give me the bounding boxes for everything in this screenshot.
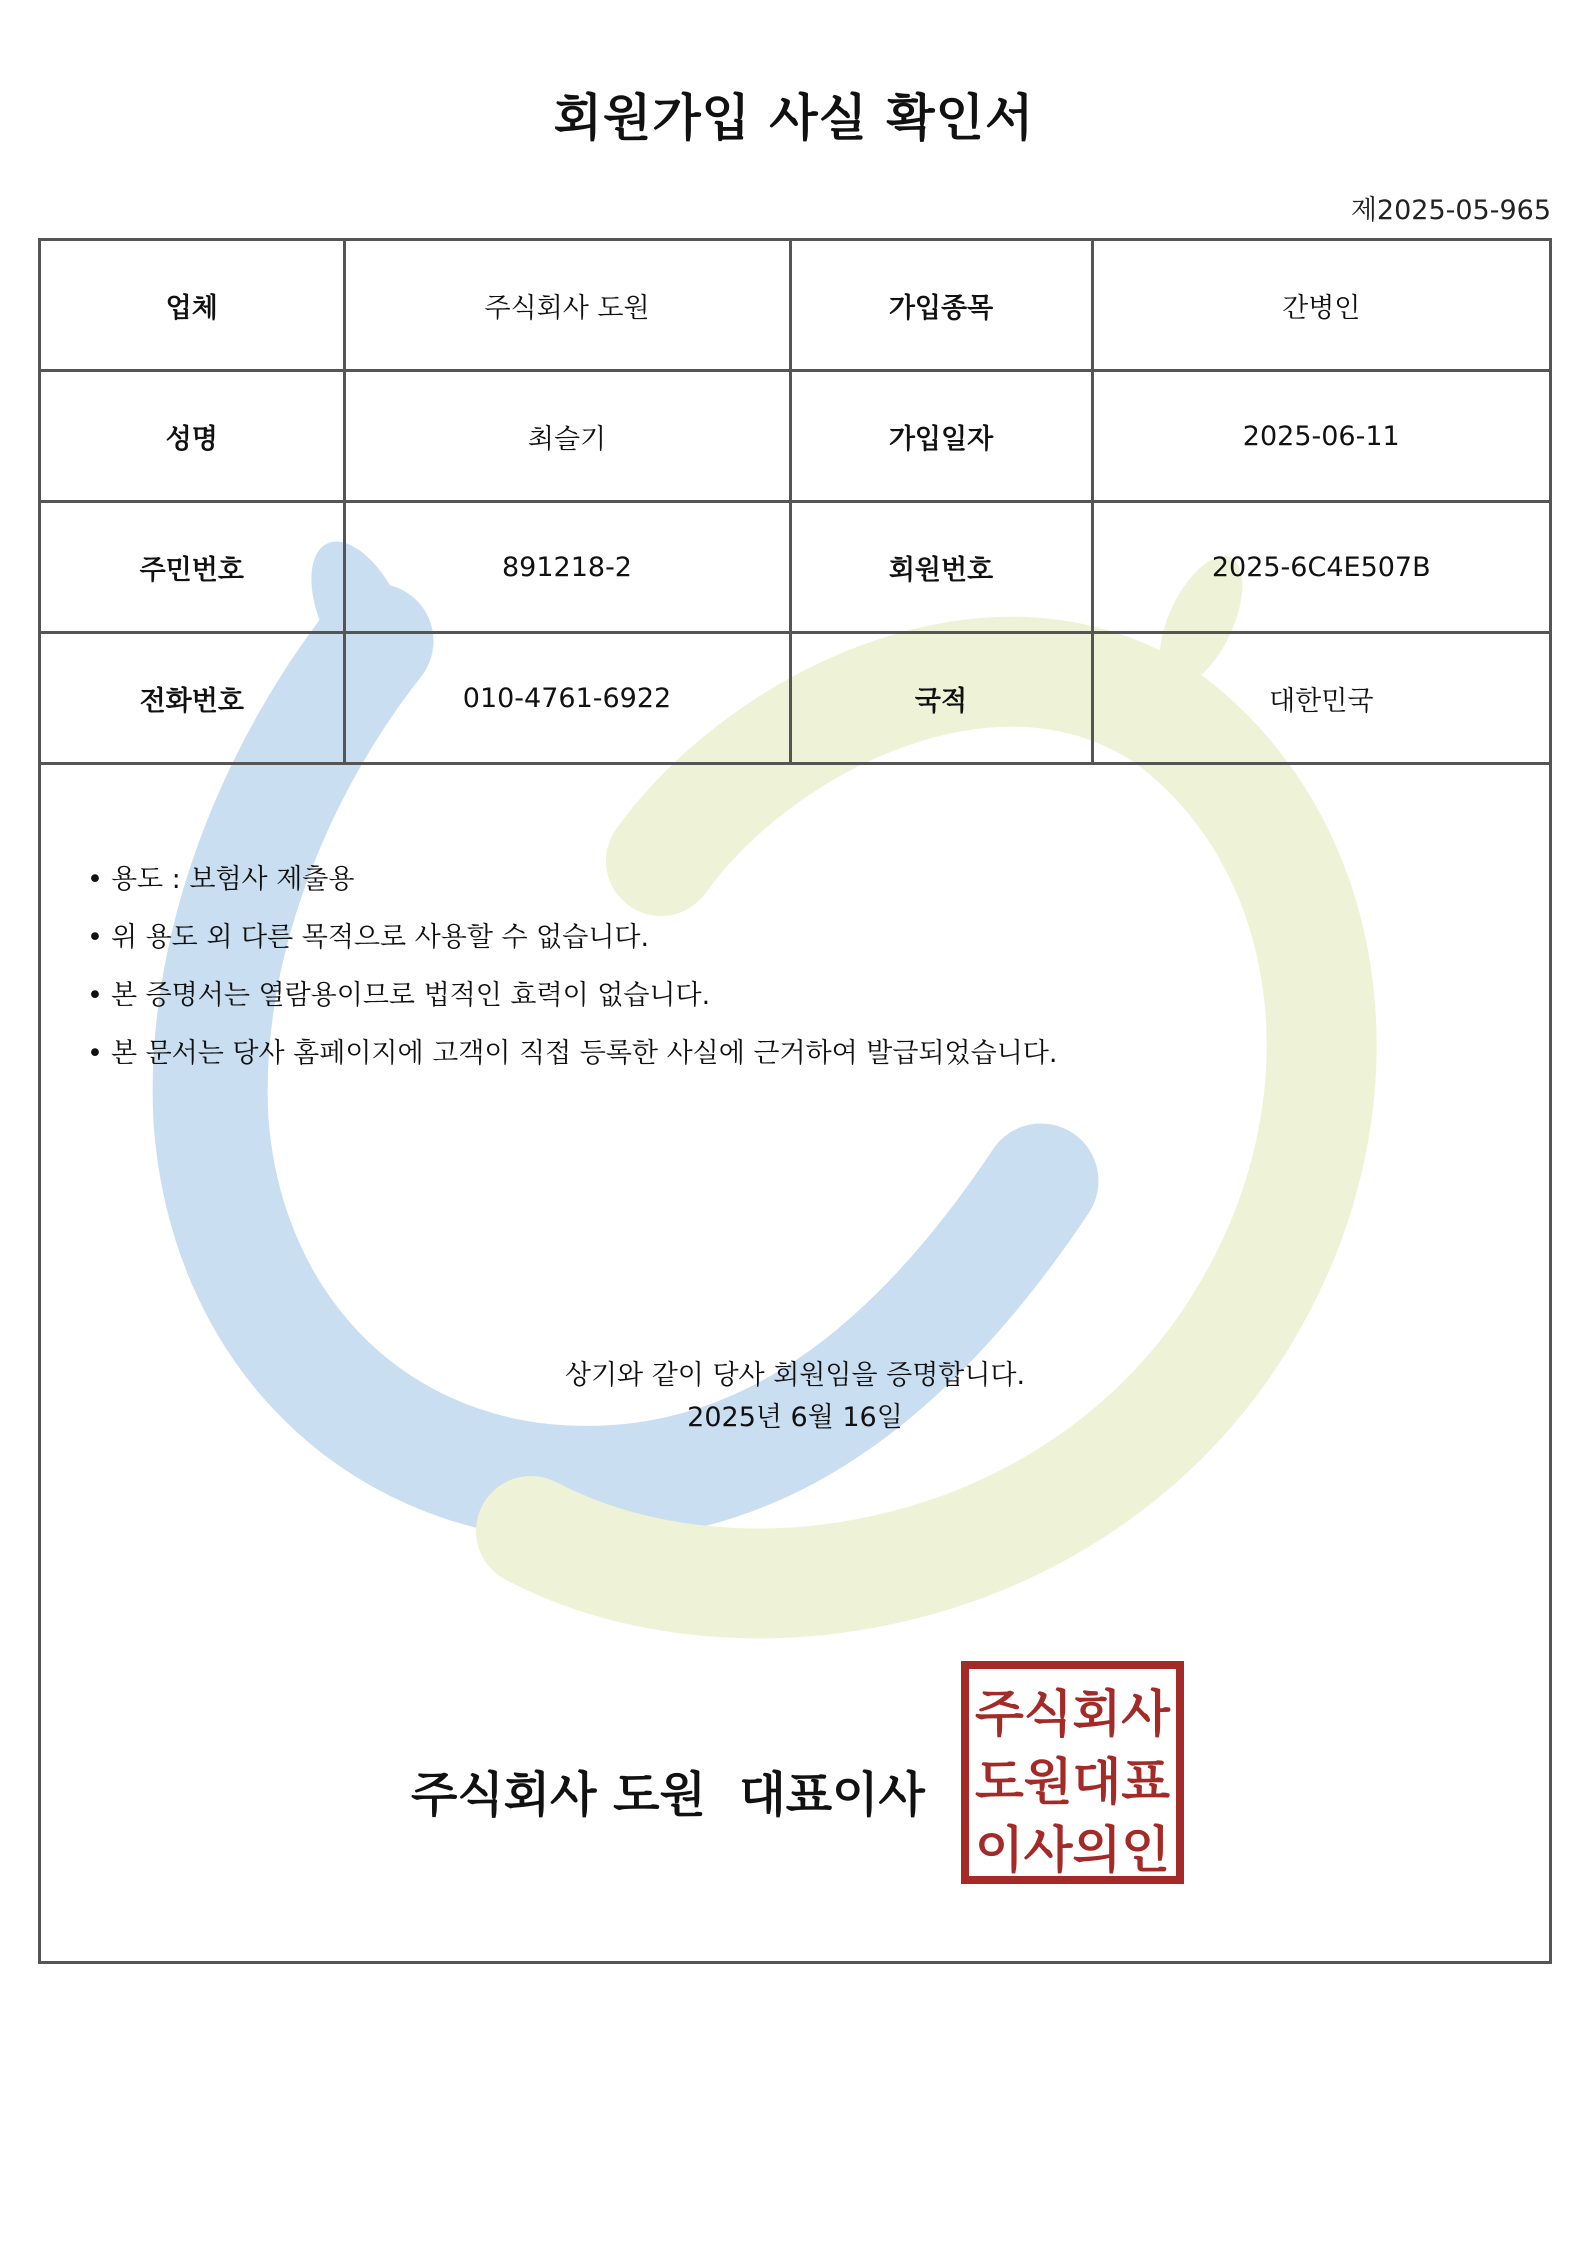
note-item: • 위 용도 외 다른 목적으로 사용할 수 없습니다.: [87, 919, 1057, 957]
label-company: 업체: [41, 241, 344, 371]
table-row: [41, 502, 1549, 633]
page-title: 회원가입 사실 확인서: [553, 89, 1035, 147]
value-join-date: 2025-06-11: [1092, 371, 1549, 502]
svg-text:주식회사: 주식회사: [975, 1685, 1171, 1743]
label-nationality: 국적: [790, 633, 1092, 764]
certificate-frame: [38, 238, 1552, 1964]
svg-text:이사의인: 이사의인: [975, 1821, 1170, 1879]
issue-date: 2025년 6월 16일: [687, 1402, 903, 1433]
table-row: [41, 633, 1549, 764]
value-name: 최슬기: [344, 371, 790, 502]
value-company: 주식회사 도원: [344, 241, 790, 371]
note-item: • 본 문서는 당사 홈페이지에 고객이 직접 등록한 사실에 근거하여 발급되었습니다.: [87, 1035, 1057, 1073]
document-number: 제2025-05-965: [1350, 195, 1551, 226]
notes-list: [87, 861, 1057, 1093]
note-item: • 본 증명서는 열람용이므로 법적인 효력이 없습니다.: [87, 977, 1057, 1015]
value-nationality: 대한민국: [1092, 633, 1549, 764]
member-info-table: [41, 241, 1549, 765]
label-membership-type: 가입종목: [790, 241, 1092, 371]
note-item: • 용도 : 보험사 제출용: [87, 861, 1057, 899]
label-resident-number: 주민번호: [41, 502, 344, 633]
certification-statement: 상기와 같이 당사 회원임을 증명합니다.: [564, 1360, 1026, 1391]
label-join-date: 가입일자: [790, 371, 1092, 502]
table-row: [41, 241, 1549, 371]
label-member-number: 회원번호: [790, 502, 1092, 633]
signature-line: 주식회사 도원 대표이사: [411, 1767, 925, 1823]
label-phone: 전화번호: [41, 633, 344, 764]
svg-text:도원대표: 도원대표: [975, 1753, 1171, 1811]
value-phone: 010-4761-6922: [344, 633, 790, 764]
table-row: [41, 371, 1549, 502]
value-membership-type: 간병인: [1092, 241, 1549, 371]
company-seal-icon: [961, 1661, 1184, 1884]
value-member-number: 2025-6C4E507B: [1092, 502, 1549, 633]
label-name: 성명: [41, 371, 344, 502]
value-resident-number: 891218-2: [344, 502, 790, 633]
